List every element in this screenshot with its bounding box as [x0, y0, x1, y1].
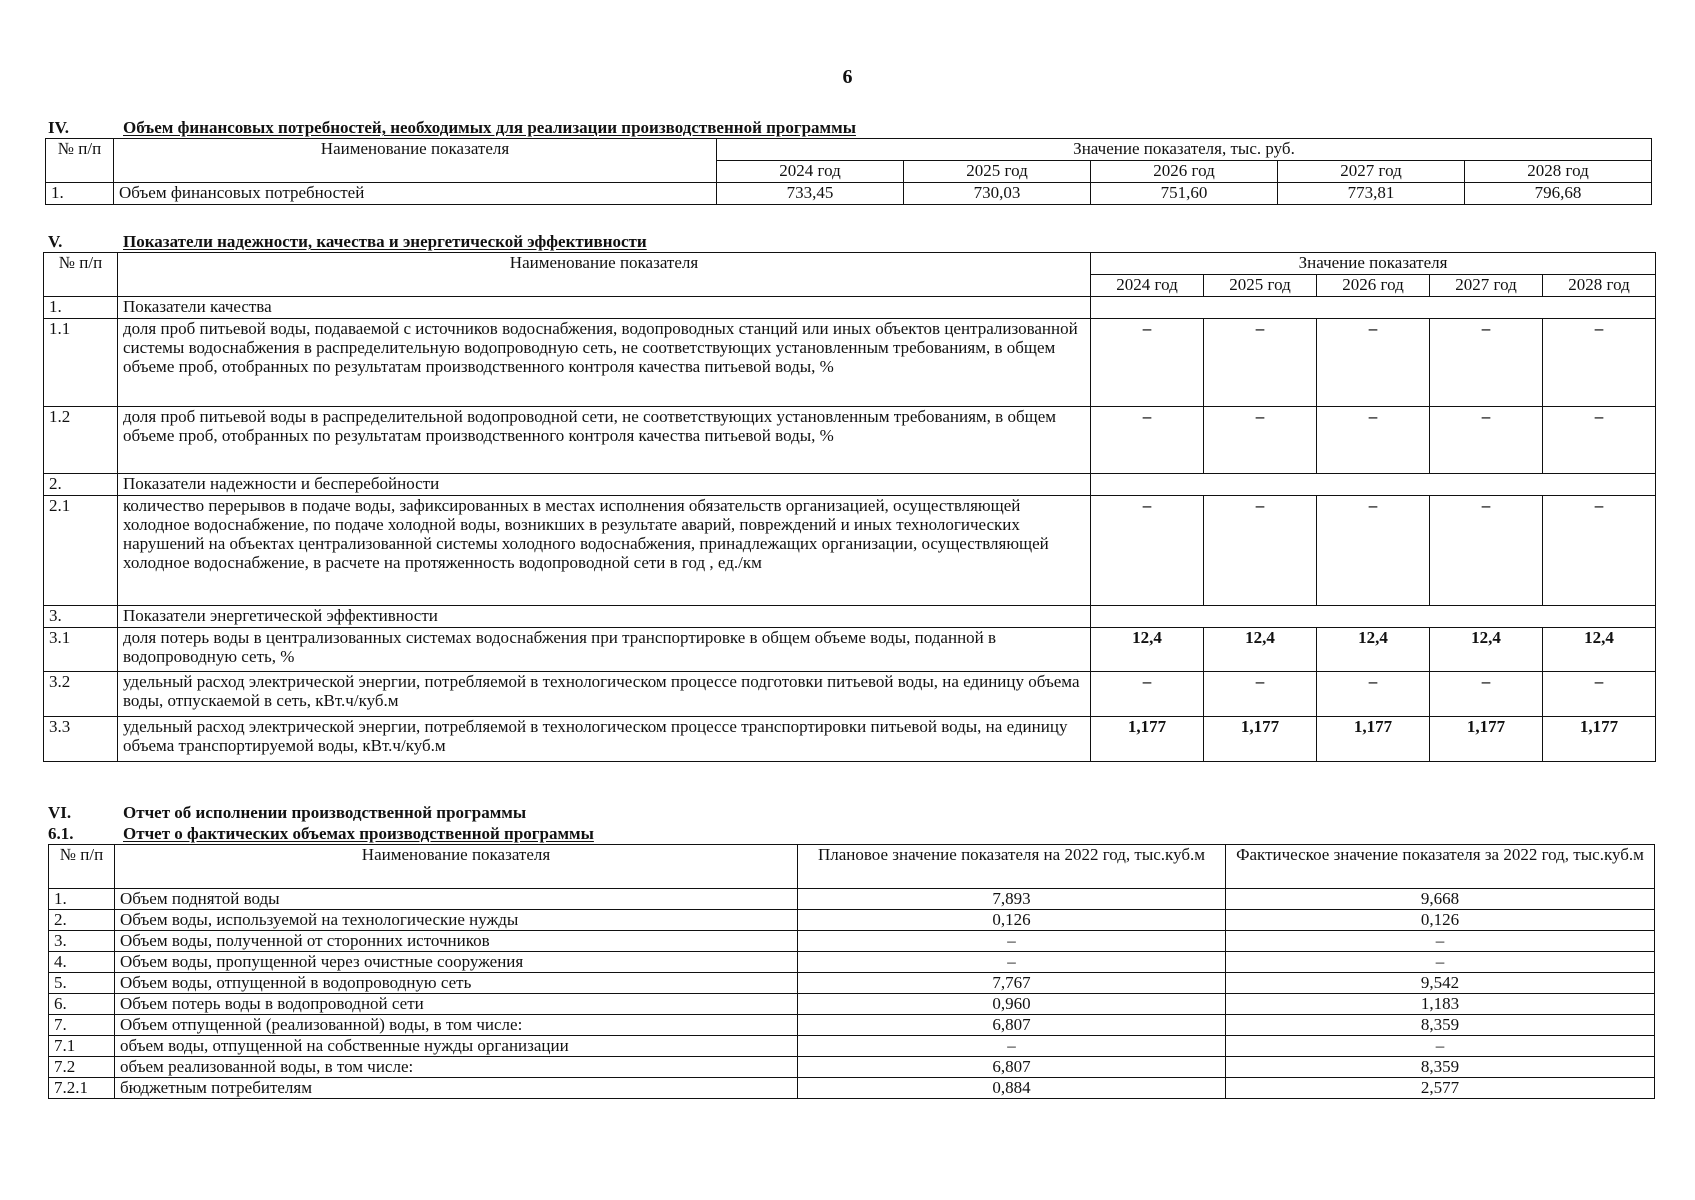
table-row — [49, 931, 1655, 952]
row-plan-value: 6,807 — [798, 1015, 1226, 1036]
table-row — [49, 973, 1655, 994]
row-value: – — [1204, 319, 1317, 407]
row-value: 1,177 — [1430, 717, 1543, 762]
row-value: – — [1204, 672, 1317, 717]
row-number: 1. — [46, 183, 114, 205]
table-row — [49, 1015, 1655, 1036]
row-value: 1,177 — [1091, 717, 1204, 762]
section-v-heading: Показатели надежности, качества и энергетической эффективности — [123, 232, 647, 251]
empty-cell — [1091, 606, 1656, 628]
table-row — [49, 889, 1655, 910]
year-header: 2028 год — [1543, 275, 1656, 297]
row-fact-value: – — [1226, 931, 1655, 952]
row-value: – — [1430, 672, 1543, 717]
year-header: 2025 год — [1204, 275, 1317, 297]
group-heading: Показатели надежности и бесперебойности — [118, 474, 1091, 496]
year-header: 2028 год — [1465, 161, 1652, 183]
row-number: 6. — [49, 994, 115, 1015]
row-number: 3.3 — [44, 717, 118, 762]
row-plan-value: 7,767 — [798, 973, 1226, 994]
table-row — [49, 1036, 1655, 1057]
table-row — [46, 183, 1652, 205]
col-number-header: № п/п — [46, 139, 114, 183]
page-number: 6 — [842, 66, 853, 88]
section-6-1-heading: Отчет о фактических объемах производственной программы — [123, 824, 594, 843]
row-number: 3. — [44, 606, 118, 628]
row-fact-value: 0,126 — [1226, 910, 1655, 931]
year-header: 2027 год — [1278, 161, 1465, 183]
row-number: 1.2 — [44, 407, 118, 474]
row-plan-value: – — [798, 931, 1226, 952]
year-header: 2025 год — [904, 161, 1091, 183]
row-name: объем воды, отпущенной на собственные нужды организации — [115, 1036, 798, 1057]
year-header: 2024 год — [1091, 275, 1204, 297]
row-name: Объем воды, используемой на технологические нужды — [115, 910, 798, 931]
col-fact-header: Фактическое значение показателя за 2022 год, тыс.куб.м — [1226, 845, 1655, 889]
row-value: 1,177 — [1543, 717, 1656, 762]
col-number-header: № п/п — [44, 253, 118, 297]
row-number: 3. — [49, 931, 115, 952]
table-row — [49, 910, 1655, 931]
group-heading: Показатели энергетической эффективности — [118, 606, 1091, 628]
row-value: 12,4 — [1543, 628, 1656, 672]
year-header: 2027 год — [1430, 275, 1543, 297]
row-value: 12,4 — [1091, 628, 1204, 672]
row-number: 1. — [49, 889, 115, 910]
section-iv-heading: Объем финансовых потребностей, необходимых для реализации производственной программы — [123, 118, 856, 137]
table-row — [44, 496, 1656, 606]
row-number: 3.1 — [44, 628, 118, 672]
table-row — [44, 319, 1656, 407]
table-row — [44, 474, 1656, 496]
production-program-report-table — [48, 844, 1655, 1099]
row-value: – — [1091, 319, 1204, 407]
row-fact-value: 9,542 — [1226, 973, 1655, 994]
row-plan-value: – — [798, 952, 1226, 973]
row-value: 733,45 — [717, 183, 904, 205]
row-value: 773,81 — [1278, 183, 1465, 205]
section-v-number: V. — [48, 232, 63, 251]
year-header: 2026 год — [1317, 275, 1430, 297]
row-value: – — [1091, 672, 1204, 717]
financial-needs-table — [45, 138, 1652, 205]
section-iv-number: IV. — [48, 118, 69, 137]
table-row — [49, 1078, 1655, 1099]
table-row — [44, 606, 1656, 628]
table-row — [49, 994, 1655, 1015]
row-name: Объем потерь воды в водопроводной сети — [115, 994, 798, 1015]
row-plan-value: 6,807 — [798, 1057, 1226, 1078]
row-name: Объем отпущенной (реализованной) воды, в том числе: — [115, 1015, 798, 1036]
row-value: 12,4 — [1317, 628, 1430, 672]
row-value: – — [1430, 407, 1543, 474]
row-value: 12,4 — [1204, 628, 1317, 672]
row-number: 1.1 — [44, 319, 118, 407]
row-name: Объем воды, пропущенной через очистные сооружения — [115, 952, 798, 973]
row-number: 3.2 — [44, 672, 118, 717]
row-plan-value: 0,960 — [798, 994, 1226, 1015]
row-value: – — [1430, 319, 1543, 407]
row-value: – — [1204, 496, 1317, 606]
row-number: 2. — [44, 474, 118, 496]
reliability-indicators-table — [43, 252, 1656, 762]
row-number: 2.1 — [44, 496, 118, 606]
row-name: бюджетным потребителям — [115, 1078, 798, 1099]
row-value: 1,177 — [1317, 717, 1430, 762]
row-name: Объем финансовых потребностей — [114, 183, 717, 205]
row-name: доля проб питьевой воды в распределительной водопроводной сети, не соответствующих установленным требованиям, в общем объеме проб, отобранных по результатам производственного контроля качества питьевой воды, % — [118, 407, 1091, 474]
row-number: 5. — [49, 973, 115, 994]
row-value: 12,4 — [1430, 628, 1543, 672]
row-value: 730,03 — [904, 183, 1091, 205]
col-plan-header: Плановое значение показателя на 2022 год, тыс.куб.м — [798, 845, 1226, 889]
table-row — [44, 628, 1656, 672]
table-row — [44, 672, 1656, 717]
row-fact-value: 8,359 — [1226, 1057, 1655, 1078]
col-name-header: Наименование показателя — [118, 253, 1091, 297]
row-number: 2. — [49, 910, 115, 931]
table-row — [44, 407, 1656, 474]
row-name: Объем воды, отпущенной в водопроводную сеть — [115, 973, 798, 994]
section-vi-number: VI. — [48, 803, 72, 822]
section-6-1-title — [48, 824, 594, 844]
row-value: – — [1204, 407, 1317, 474]
row-number: 7.2 — [49, 1057, 115, 1078]
row-number: 7.2.1 — [49, 1078, 115, 1099]
row-value: – — [1317, 319, 1430, 407]
row-name: количество перерывов в подаче воды, зафиксированных в местах исполнения обязательств организацией, осуществляющей холодное водоснабжение, по подаче холодной воды, возникших в результате аварий, повреждений и иных технологических нарушений на объектах централизованной системы холодного водоснабжения, принадлежащих организации, осуществляющей холодное водоснабжение, в расчете на протяженность водопроводной сети в год , ед./км — [118, 496, 1091, 606]
row-value: – — [1091, 496, 1204, 606]
table-row — [44, 717, 1656, 762]
row-number: 7. — [49, 1015, 115, 1036]
row-value: – — [1317, 407, 1430, 474]
row-plan-value: 7,893 — [798, 889, 1226, 910]
group-heading: Показатели качества — [118, 297, 1091, 319]
table-row — [49, 1057, 1655, 1078]
section-vi-title — [48, 803, 526, 823]
row-value: 796,68 — [1465, 183, 1652, 205]
section-iv-title — [48, 118, 856, 138]
row-value: – — [1543, 407, 1656, 474]
row-value: – — [1543, 496, 1656, 606]
row-plan-value: – — [798, 1036, 1226, 1057]
row-name: удельный расход электрической энергии, потребляемой в технологическом процессе подготовки питьевой воды, на единицу объема воды, отпускаемой в сеть, кВт.ч/куб.м — [118, 672, 1091, 717]
row-fact-value: – — [1226, 1036, 1655, 1057]
col-value-header: Значение показателя — [1091, 253, 1656, 275]
col-name-header: Наименование показателя — [114, 139, 717, 183]
row-value: – — [1543, 672, 1656, 717]
row-value: – — [1091, 407, 1204, 474]
row-plan-value: 0,126 — [798, 910, 1226, 931]
section-vi-heading: Отчет об исполнении производственной программы — [123, 803, 527, 822]
section-v-title — [48, 232, 647, 252]
table-row — [44, 297, 1656, 319]
row-number: 7.1 — [49, 1036, 115, 1057]
row-name: Объем поднятой воды — [115, 889, 798, 910]
row-plan-value: 0,884 — [798, 1078, 1226, 1099]
row-value: – — [1430, 496, 1543, 606]
row-fact-value: 9,668 — [1226, 889, 1655, 910]
table-row — [49, 952, 1655, 973]
row-fact-value: 8,359 — [1226, 1015, 1655, 1036]
row-fact-value: 1,183 — [1226, 994, 1655, 1015]
row-value: – — [1543, 319, 1656, 407]
row-number: 4. — [49, 952, 115, 973]
row-value: – — [1317, 496, 1430, 606]
col-name-header: Наименование показателя — [115, 845, 798, 889]
year-header: 2026 год — [1091, 161, 1278, 183]
row-number: 1. — [44, 297, 118, 319]
row-name: удельный расход электрической энергии, потребляемой в технологическом процессе транспортировки питьевой воды, на единицу объема транспортируемой воды, кВт.ч/куб.м — [118, 717, 1091, 762]
row-name: доля проб питьевой воды, подаваемой с источников водоснабжения, водопроводных станций или иных объектов централизованной системы водоснабжения в распределительную водопроводную сеть, не соответствующих установленным требованиям, в общем объеме проб, отобранных по результатам производственного контроля качества питьевой воды, % — [118, 319, 1091, 407]
row-fact-value: 2,577 — [1226, 1078, 1655, 1099]
year-header: 2024 год — [717, 161, 904, 183]
section-6-1-number: 6.1. — [48, 824, 74, 843]
empty-cell — [1091, 297, 1656, 319]
col-number-header: № п/п — [49, 845, 115, 889]
col-value-header: Значение показателя, тыс. руб. — [717, 139, 1652, 161]
row-fact-value: – — [1226, 952, 1655, 973]
row-value: – — [1317, 672, 1430, 717]
row-value: 1,177 — [1204, 717, 1317, 762]
empty-cell — [1091, 474, 1656, 496]
row-name: Объем воды, полученной от сторонних источников — [115, 931, 798, 952]
row-name: доля потерь воды в централизованных системах водоснабжения при транспортировке в общем объеме воды, поданной в водопроводную сеть, % — [118, 628, 1091, 672]
row-name: объем реализованной воды, в том числе: — [115, 1057, 798, 1078]
row-value: 751,60 — [1091, 183, 1278, 205]
